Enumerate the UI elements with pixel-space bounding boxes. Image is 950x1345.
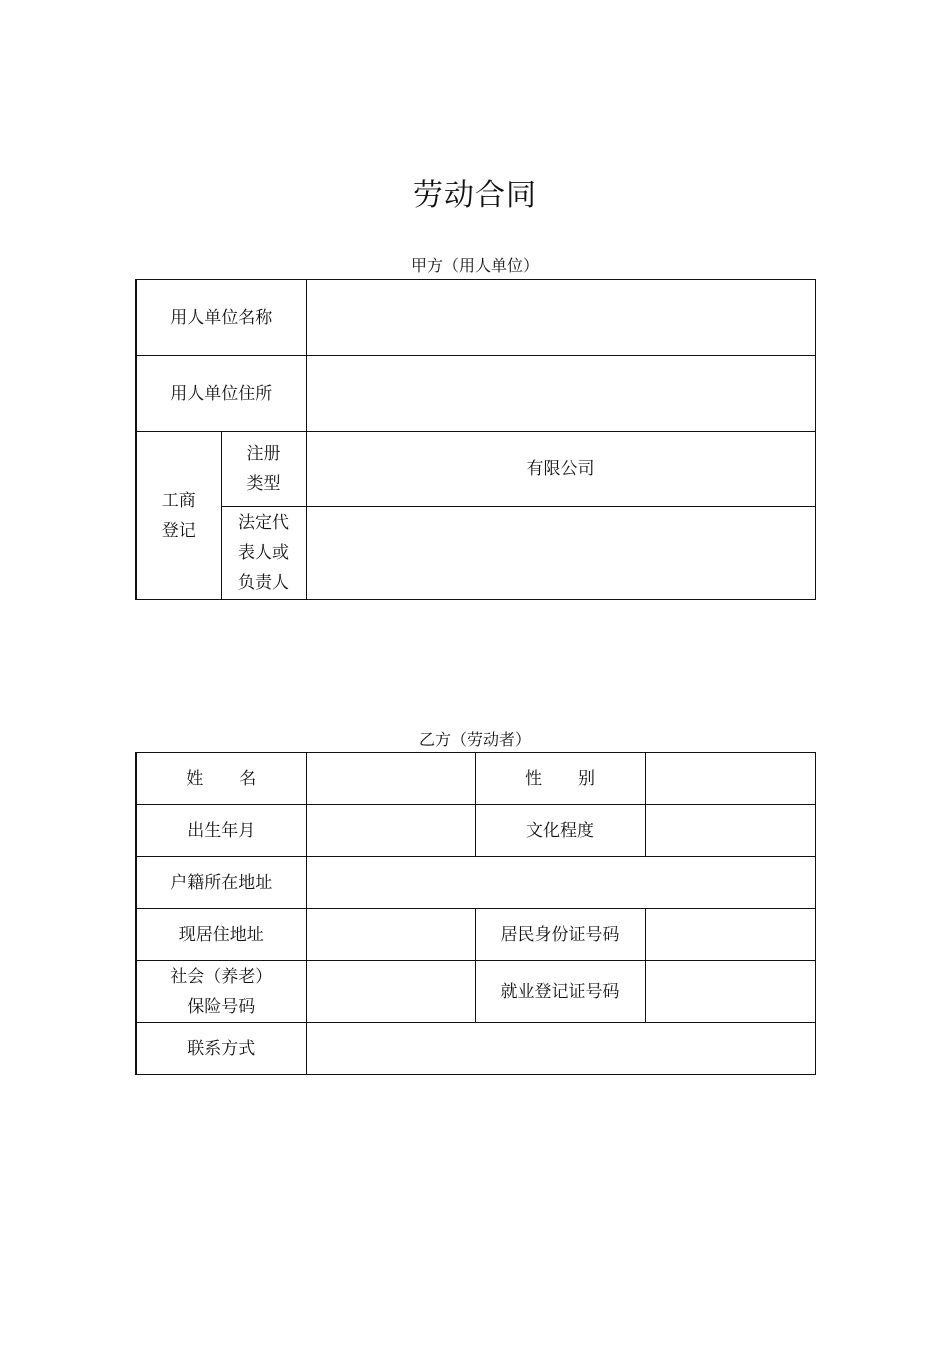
employment-reg-label: 就业登记证号码 [475,961,645,1023]
table-row [136,961,815,1023]
education-label: 文化程度 [475,805,645,857]
table-row [136,753,815,805]
registration-group-label [136,432,221,600]
legal-rep-label-line3: 负责人 [238,573,289,593]
gender-field[interactable] [645,753,815,805]
social-insurance-label-line2: 保险号码 [187,996,256,1017]
social-insurance-label [136,961,306,1023]
registration-label-line2: 登记 [161,520,196,541]
legal-rep-label-line2: 表人或 [238,543,289,563]
table-row [136,280,815,356]
employer-address-field[interactable] [306,356,815,432]
social-insurance-field[interactable] [306,961,475,1023]
birth-label: 出生年月 [136,805,306,857]
document-title: 劳动合同 [413,178,537,213]
employment-reg-field[interactable] [645,961,815,1023]
id-number-label: 居民身份证号码 [475,909,645,961]
table-row [136,805,815,857]
legal-rep-label [221,507,306,600]
id-number-field[interactable] [645,909,815,961]
hukou-address-field[interactable] [306,857,815,909]
table-row [136,507,815,600]
table-row [136,356,815,432]
party-a-heading: 甲方（用人单位） [410,256,539,275]
party-b-table [135,752,816,1075]
employer-name-label: 用人单位名称 [136,280,306,356]
reg-type-field[interactable]: 有限公司 [306,432,815,507]
table-row [136,909,815,961]
table-row [136,1023,815,1075]
contact-field[interactable] [306,1023,815,1075]
party-a-table [135,279,816,600]
hukou-address-label: 户籍所在地址 [136,857,306,909]
party-b-heading: 乙方（劳动者） [418,730,531,749]
legal-rep-field[interactable] [306,507,815,600]
registration-label-line1: 工商 [161,490,196,511]
social-insurance-label-line1: 社会（养老） [170,966,273,987]
table-row [136,857,815,909]
birth-field[interactable] [306,805,475,857]
table-row [136,432,815,507]
reg-type-label-line2: 类型 [246,474,281,494]
education-field[interactable] [645,805,815,857]
current-address-field[interactable] [306,909,475,961]
legal-rep-label-line1: 法定代 [238,513,289,533]
contact-label: 联系方式 [136,1023,306,1075]
current-address-label: 现居住地址 [136,909,306,961]
employer-name-field[interactable] [306,280,815,356]
gender-label: 性 别 [475,753,645,805]
name-field[interactable] [306,753,475,805]
name-label: 姓 名 [136,753,306,805]
reg-type-label-line1: 注册 [246,444,281,464]
reg-type-label [221,432,306,507]
employer-address-label: 用人单位住所 [136,356,306,432]
